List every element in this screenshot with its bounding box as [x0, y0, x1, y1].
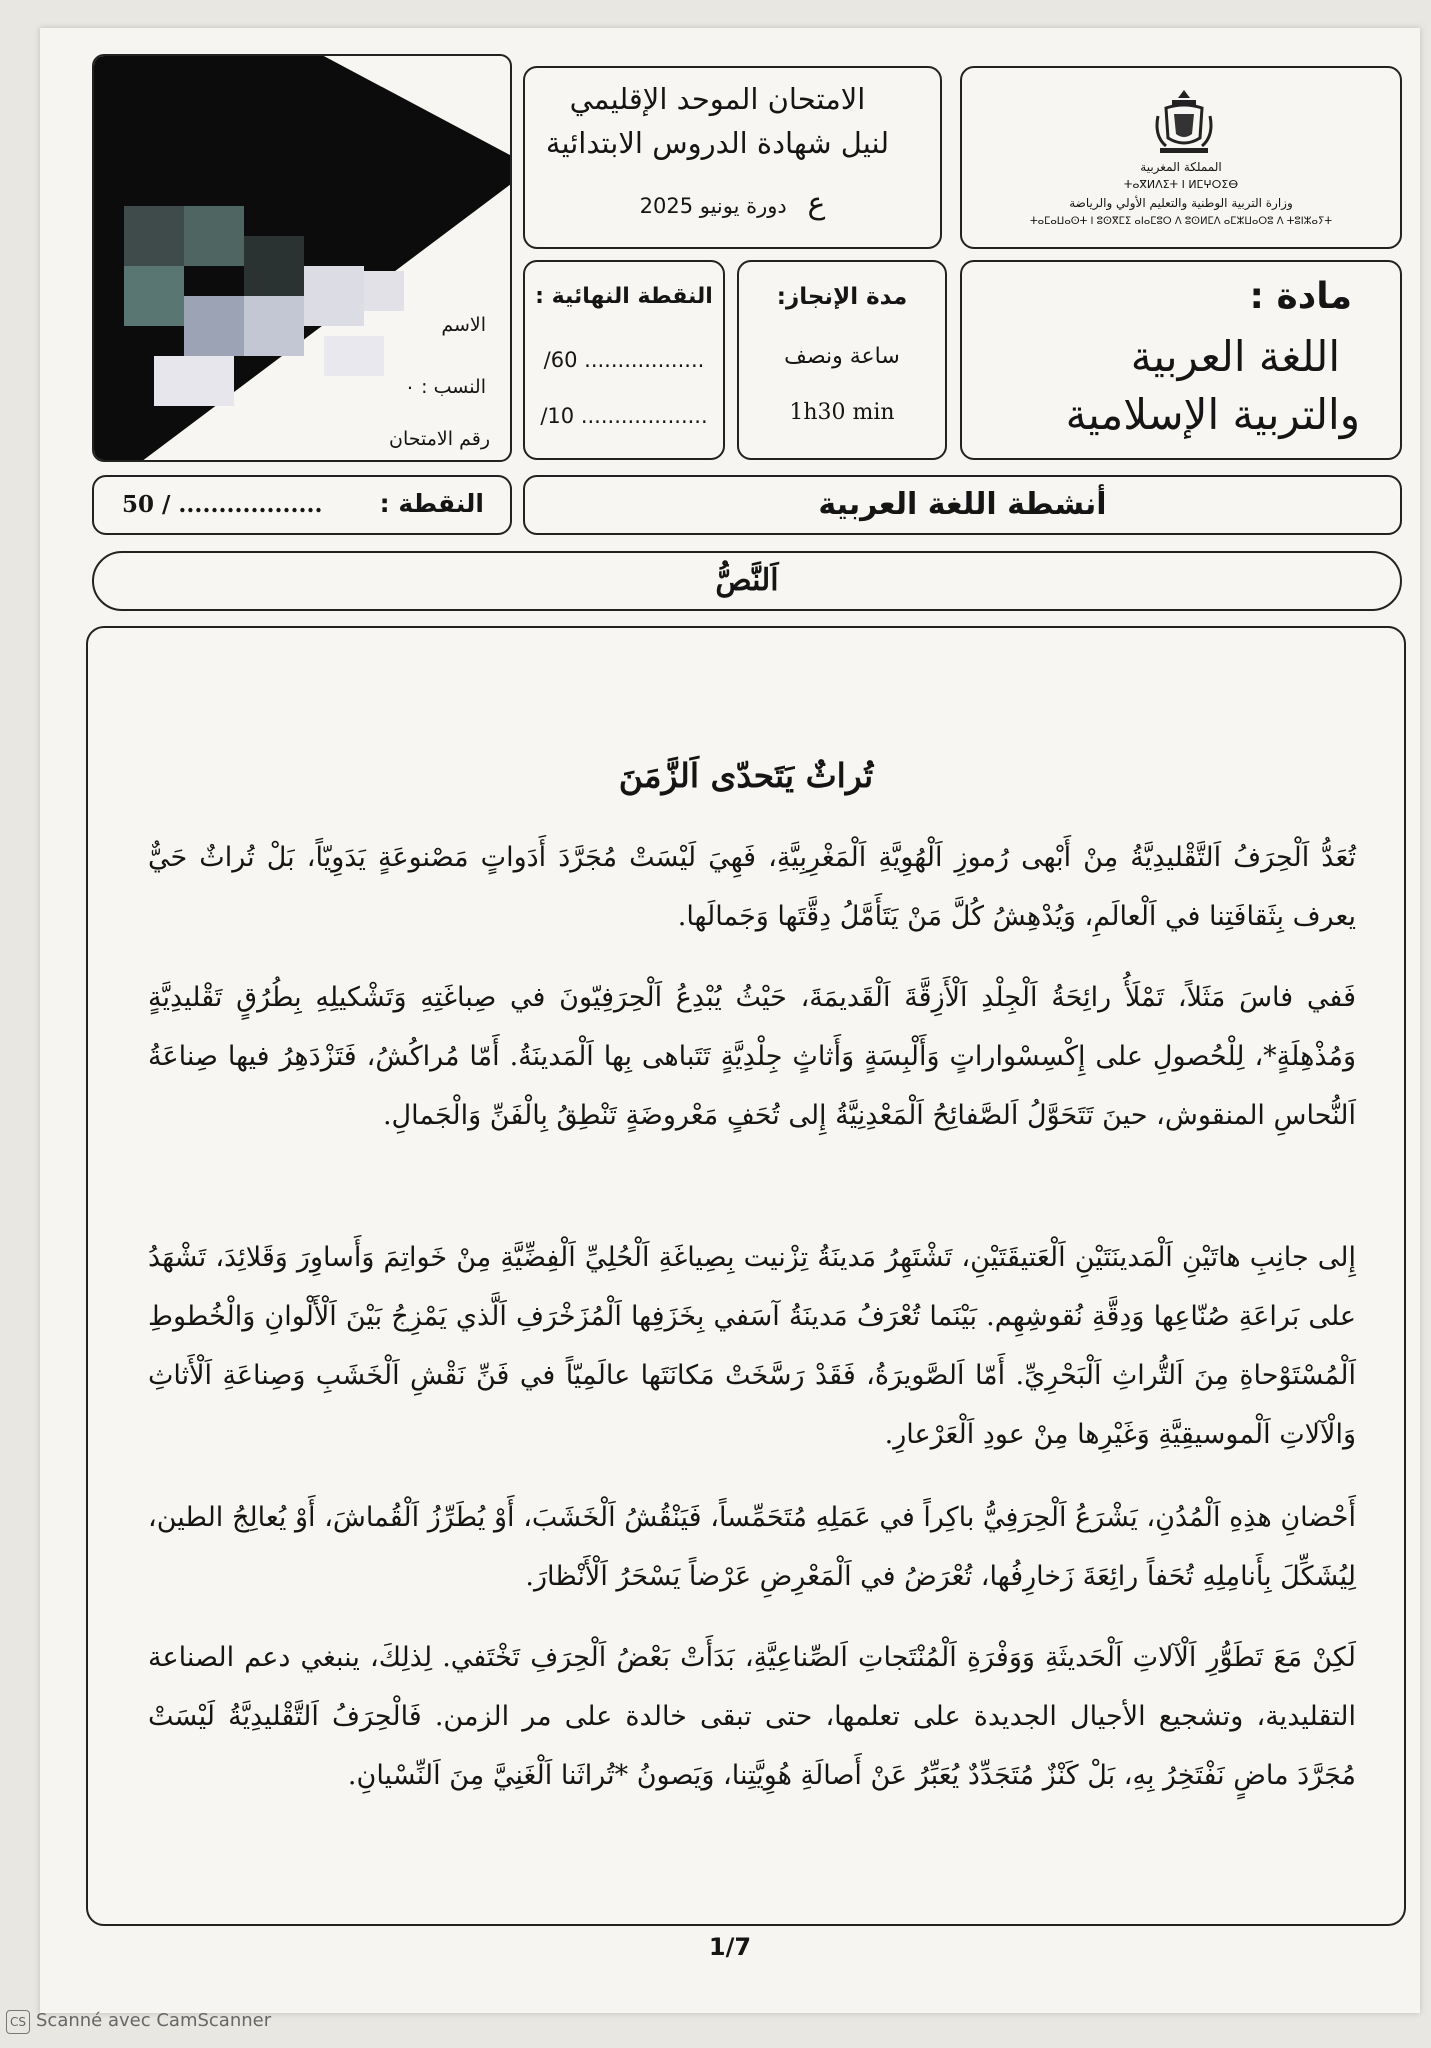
redaction-block — [124, 206, 184, 266]
royal-emblem-icon — [1152, 86, 1216, 156]
exam-title-line1: الامتحان الموحد الإقليمي — [569, 82, 866, 116]
duration-value-ar: ساعة ونصف — [784, 344, 900, 369]
grader-mark: ع — [807, 186, 826, 221]
exam-number-label: رقم الامتحان — [389, 428, 490, 450]
kingdom-name-tifinagh: ⵜⴰⴳⵍⴷⵉⵜ ⵏ ⵍⵎⵖⵔⵉⴱ — [1123, 178, 1239, 191]
exam-sheet — [40, 28, 1420, 2013]
name-label: الاسم — [437, 314, 490, 336]
reading-text-title: تُراثٌ يَتَحدّى اَلزَّمَنَ — [618, 756, 874, 795]
duration-value-en: 1h30 min — [789, 400, 895, 425]
reading-text-box — [86, 626, 1406, 1926]
final-score-box — [523, 260, 725, 460]
redaction-block — [244, 296, 304, 356]
paragraph-3: إِلى جانِبِ هاتَيْنِ اَلْمَدينَتَيْنِ اَلْعَتيقَتَيْنِ، تَشْتَهِرُ مَدينَةُ تِزْنيت بِصِياغَةِ اَلْحُلِيِّ اَلْفِضِّيَّةِ مِنْ خَواتِمَ وَأَساوِرَ وَقَلائِدَ، تَشْهَدُ على بَراعَةِ صُنّاعِها وَدِقَّةِ نُقوشِهِم. بَيْنَما تُعْرَفُ مَدينَةُ آسَفي بِخَزَفِها اَلْمُزَخْرَفِ اَلَّذي يَمْزِجُ بَيْنَ اَلْأَلْوانِ وَالْخُطوطِ اَلْمُسْتَوْحاةِ مِنَ اَلتُّراثِ اَلْبَحْرِيِّ. أَمّا اَلصَّويرَةُ، فَقَدْ رَسَّخَتْ مَكانَتَها عالَمِيّاً في فَنِّ نَقْشِ اَلْخَشَبِ وَصِناعَةِ اَلْأَثاثِ وَالْآلاتِ اَلْموسيقِيَّةِ وَغَيْرِها مِنْ عودِ اَلْعَرْعارِ. — [148, 1242, 1356, 1450]
subject-box — [960, 260, 1402, 460]
redaction-block — [184, 296, 244, 356]
paragraph-2: فَفي فاسَ مَثَلاً، تَمْلَأُ رائِحَةُ اَلْجِلْدِ اَلْأَزِقَّةَ اَلْقَديمَةَ، حَيْثُ يُبْدِعُ اَلْحِرَفِيّونَ في صِباغَتِهِ وَتَشْكيلِهِ بِطُرُقٍ تَقْليدِيَّةٍ وَمُذْهِلَةٍ*، لِلْحُصولِ على إِكْسِسْواراتٍ وَأَلْبِسَةٍ وَأَثاثٍ جِلْدِيَّةٍ تَتَباهى بِها اَلْمَدينَةُ. أَمّا مُراكُشُ، فَتَزْدَهِرُ فيها صِناعَةُ اَلنُّحاسِ المنقوش، حينَ تَتَحَوَّلُ اَلصَّفائِحُ اَلْمَعْدِنِيَّةُ إِلى تُحَفٍ مَعْروضَةٍ تَنْطِقُ بِالْفَنِّ وَالْجَمالِ. — [148, 982, 1356, 1131]
page-number: 1/7 — [708, 1933, 752, 1961]
ministry-name-ar: وزارة التربية الوطنية والتعليم الأولي والرياضة — [1069, 196, 1293, 210]
paragraph-4: أَحْضانِ هذِهِ اَلْمُدُنِ، يَشْرَعُ اَلْحِرَفِيُّ باكِراً في عَمَلِهِ مُتَحَمِّساً، فَيَنْقُشُ اَلْخَشَبَ، أَوْ يُطَرِّزُ اَلْقُماشَ، أَوْ يُعالِجُ الطين، لِيُشَكِّلَ بِأَنامِلِهِ تُحَفاً رائِعَةَ زَخارِفُها، تُعْرَضُ في اَلْمَعْرِضِ عَرْضاً يَسْحَرُ اَلْأَنْظارَ. — [148, 1502, 1356, 1592]
exam-title-line2: لنيل شهادة الدروس الابتدائية — [545, 126, 890, 160]
camscanner-logo-icon: CS — [6, 2010, 30, 2034]
ministry-header — [960, 66, 1402, 249]
scanner-footer-text: Scanné avec CamScanner — [36, 2010, 272, 2031]
duration-box — [737, 260, 947, 460]
redaction-block — [154, 356, 234, 406]
redaction-block — [124, 266, 184, 326]
scanner-footer — [0, 2010, 271, 2034]
subject-line1: اللغة العربية — [1130, 332, 1340, 381]
family-name-label: النسب : ٠ — [401, 376, 490, 398]
kingdom-name-ar: المملكة المغربية — [1140, 160, 1222, 174]
candidate-info-box — [92, 54, 512, 462]
paragraph-5: لَكِنْ مَعَ تَطَوُّرِ اَلْآلاتِ اَلْحَديثَةِ وَوَفْرَةِ اَلْمُنْتَجاتِ اَلصِّناعِيَّةِ، بَدَأَتْ بَعْضُ اَلْحِرَفِ تَخْتَفي. لِذلِكَ، ينبغي دعم الصناعة التقليدية، وتشجيع الأجيال الجديدة على تعلمها، حتى تبقى خالدة على مر الزمن. فَالْحِرَفُ اَلتَّقْليدِيَّةُ لَيْسَتْ مُجَرَّدَ ماضٍ نَفْتَخِرُ بِهِ، بَلْ كَنْزٌ مُتَجَدِّدٌ يُعَبِّرُ عَنْ أَصالَةِ هُوِيَّتِنا، وَيَصونُ *تُراثَنا اَلْغَنِيَّ مِنَ اَلنِّسْيانِ. — [148, 1642, 1356, 1791]
paragraph-1: تُعَدُّ اَلْحِرَفُ اَلتَّقْليدِيَّةُ مِنْ أَبْهى رُموزِ اَلْهُوِيَّةِ اَلْمَغْرِبِيَّةِ، فَهِيَ لَيْسَتْ مُجَرَّدَ أَدَواتٍ مَصْنوعَةٍ يَدَوِيّاً، بَلْ تُراثٌ حَيٌّ يعرف بِثَقافَتِنا في اَلْعالَمِ، وَيُدْهِشُ كُلَّ مَنْ يَتَأَمَّلُ دِقَّتَها وَجَمالَها. — [148, 842, 1356, 932]
final-score-out-of-60: /60 .................. — [543, 348, 705, 372]
text-label: اَلنَّصُّ — [715, 563, 779, 598]
section-score-box — [92, 475, 512, 535]
section-score-value: 50 / .................. — [122, 491, 323, 518]
subject-label: مادة : — [1249, 276, 1352, 317]
redaction-block — [364, 271, 404, 311]
section-score-label: النقطة : — [379, 489, 484, 518]
subject-line2: والتربية الإسلامية — [1065, 390, 1360, 439]
redaction-block — [244, 236, 304, 296]
ministry-name-tifinagh: ⵜⴰⵎⴰⵡⴰⵙⵜ ⵏ ⵓⵙⴳⵎⵉ ⴰⵏⴰⵎⵓⵔ ⴷ ⵓⵙⵍⵎⴷ ⴰⵎⵣⵡⴰⵔⵓ ⴷ ⵜⵓⵏⵣⴰⵢⵜ — [1029, 216, 1333, 227]
final-score-label: النقطة النهائية : — [535, 284, 713, 309]
exam-title-box — [523, 66, 942, 249]
final-score-out-of-10: /10 ................... — [540, 404, 708, 428]
redaction-block — [304, 266, 364, 326]
exam-session: ع دورة يونيو 2025 — [639, 186, 826, 221]
section-title-box — [523, 475, 1402, 535]
duration-label: مدة الإنجاز: — [776, 284, 908, 310]
redaction-block — [184, 206, 244, 266]
redaction-block — [324, 336, 384, 376]
section-title: أنشطة اللغة العربية — [818, 487, 1107, 522]
text-label-box — [92, 551, 1402, 611]
